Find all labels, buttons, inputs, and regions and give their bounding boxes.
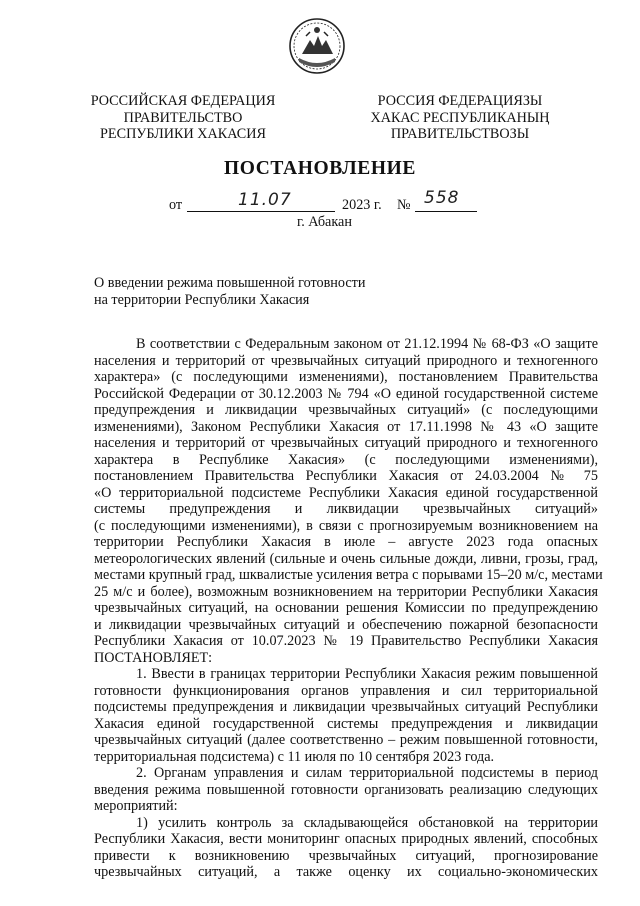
body-line: В соответствии с Федеральным законом от 21.12.1994 № 68-ФЗ «О защите <box>136 336 598 352</box>
body-line: Хакасия единой государственной системы предупреждения и ликвидации <box>94 715 598 732</box>
document-body <box>94 336 603 881</box>
body-line: (с последующими изменениями), в связи с прогнозируемым возникновением на <box>94 517 598 534</box>
header-right-line: ХАКАС РЕСПУБЛИКАНЫҢ <box>370 109 550 126</box>
body-line: «О территориальной подсистеме Республики Хакасия единой государственной <box>94 484 598 501</box>
body-line: 1) усилить контроль за складывающейся обстановкой на территории <box>136 814 598 831</box>
body-line: 1. Ввести в границах территории Республики Хакасия режим повышенной <box>136 666 598 682</box>
body-line: характера» (с последующими изменениями), постановлением Правительства <box>94 369 598 385</box>
header-right-line: РОССИЯ ФЕДЕРАЦИЯЗЫ <box>377 93 543 109</box>
date-handwritten: 11.07 <box>238 190 292 210</box>
number-underline <box>415 211 477 212</box>
header-right <box>360 93 560 143</box>
coat-of-arms-emblem <box>288 16 346 78</box>
body-line: населения и территорий от чрезвычайных ситуаций природного и техногенного <box>94 435 598 451</box>
document-title: ПОСТАНОВЛЕНИЕ <box>223 158 417 179</box>
header-left-line: РОССИЙСКАЯ ФЕДЕРАЦИЯ <box>90 93 276 109</box>
date-underline <box>187 211 335 212</box>
body-line: метеорологических явлений (сильные и очень сильные дожди, ливни, грозы, град, <box>94 550 598 567</box>
body-line: Республики Хакасия от 10.07.2023 № 19 Правительство Республики Хакасия <box>94 633 598 649</box>
body-line: мероприятий: <box>94 798 178 814</box>
body-line: населения и территорий от чрезвычайных ситуаций природного и техногенного <box>94 352 598 369</box>
header-left-line: ПРАВИТЕЛЬСТВО <box>123 109 243 126</box>
body-line: 25 м/с и более), возможным возникновением на территории Республики Хакасия <box>94 583 598 600</box>
body-line: введения режима повышенной готовности организовать реализацию следующих <box>94 781 598 798</box>
document-subject <box>94 275 365 308</box>
body-line: Российской Федерации от 30.12.2003 № 794 «О единой государственной системе <box>94 385 598 402</box>
body-line: готовности функционирования органов управления и сил территориальной <box>94 682 598 699</box>
date-from-label: от <box>169 197 183 213</box>
body-line: чрезвычайных ситуаций, на основании решения Комиссии по предупреждению <box>94 600 598 616</box>
city-label: г. Абакан <box>297 214 352 230</box>
body-line: привести к возникновению чрезвычайных ситуаций, прогнозирование <box>94 847 598 864</box>
header-left-line: РЕСПУБЛИКИ ХАКАСИЯ <box>100 126 266 143</box>
body-line: и ликвидации чрезвычайных ситуаций и обеспечению пожарной безопасности <box>94 616 598 633</box>
subject-line: на территории Республики Хакасия <box>94 291 310 308</box>
body-line: изменениями), Законом Республики Хакасия от 17.11.1998 № 43 «О защите <box>94 418 598 435</box>
body-line: постановлением Правительства Республики Хакасия от 24.03.2004 № 75 <box>94 468 598 484</box>
body-line: местами крупный град, шквалистые усиления ветра с порывами 15–20 м/с, местами <box>94 567 603 583</box>
body-line: системы предупреждения и ликвидации чрезвычайных ситуаций» <box>94 501 598 517</box>
body-line: территории Республики Хакасия в июле – августе 2023 года опасных <box>94 534 598 550</box>
year-label: 2023 г. <box>342 197 382 213</box>
header-right-line: ПРАВИТЕЛЬСТВОЗЫ <box>390 126 530 143</box>
body-line: ПОСТАНОВЛЯЕТ: <box>94 649 213 666</box>
number-label: № <box>397 197 411 213</box>
body-line: предупреждения и ликвидации чрезвычайных ситуаций» (с последующими <box>94 402 598 418</box>
subject-line: О введении режима повышенной готовности <box>94 275 366 291</box>
body-line: Республики Хакасия, вести мониторинг опасных природных явлений, способных <box>94 831 598 847</box>
body-line: чрезвычайных ситуаций, а также оценку их социально-экономических <box>94 864 598 880</box>
body-line: характера в Республике Хакасия» (с последующими изменениями), <box>94 451 598 468</box>
header-left <box>64 93 302 143</box>
body-line: территориальная подсистема) с 11 июля по 10 сентября 2023 года. <box>94 748 495 765</box>
body-line: подсистемы предупреждения и ликвидации чрезвычайных ситуаций Республики <box>94 699 598 715</box>
body-line: 2. Органам управления и силам территориальной подсистемы в период <box>136 765 598 781</box>
number-handwritten: 558 <box>424 188 460 208</box>
body-line: чрезвычайных ситуаций (далее соответственно – режим повышенной готовности, <box>94 732 598 748</box>
